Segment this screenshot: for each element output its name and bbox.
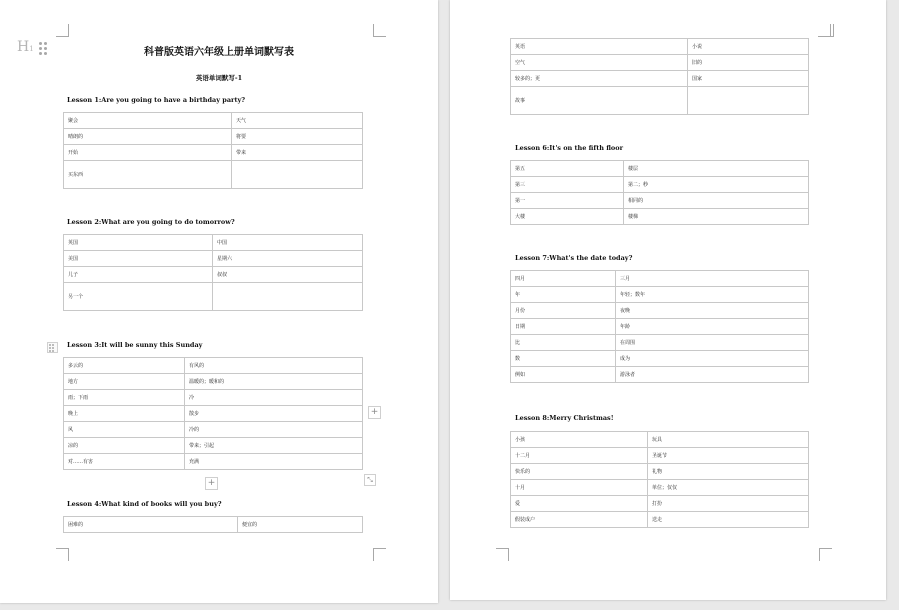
crop-mark <box>496 548 509 561</box>
vocab-table <box>510 160 809 225</box>
table-cell[interactable]: 夜晚 <box>616 303 809 319</box>
vocab-table <box>63 357 363 470</box>
table-row <box>64 129 363 145</box>
table-cell[interactable]: 叔叔 <box>213 267 363 283</box>
table-cell[interactable]: 第一 <box>511 193 624 209</box>
table-row <box>511 480 809 496</box>
table-cell[interactable]: 假装成户 <box>511 512 648 528</box>
crop-mark <box>819 548 832 561</box>
table-cell[interactable]: 爱 <box>511 496 648 512</box>
table-row <box>64 454 363 470</box>
table-cell[interactable]: 凉的 <box>64 438 185 454</box>
table-row <box>511 432 809 448</box>
table-cell[interactable]: 另一个 <box>64 283 213 311</box>
heading-style-letter: H <box>17 39 30 55</box>
table-cell[interactable]: 国家 <box>688 71 809 87</box>
table-cell[interactable]: 中国 <box>213 235 363 251</box>
drag-handle-icon <box>49 344 54 352</box>
table-row <box>511 287 809 303</box>
table-cell[interactable]: 成为 <box>616 351 809 367</box>
table-cell[interactable]: 第二；秒 <box>624 177 809 193</box>
table-cell[interactable]: 带来；引起 <box>185 438 363 454</box>
table-cell[interactable]: 大楼 <box>511 209 624 225</box>
table-row <box>64 283 363 311</box>
table-cell[interactable]: 日期 <box>511 319 616 335</box>
table-cell[interactable] <box>232 161 363 189</box>
table-cell[interactable]: 打扮 <box>648 496 809 512</box>
table-row <box>511 512 809 528</box>
lesson-heading: Lesson 3:It will be sunny this Sunday <box>67 341 203 349</box>
add-column-button[interactable]: + <box>368 406 381 419</box>
lesson-heading: Lesson 1:Are you going to have a birthday party? <box>67 96 246 104</box>
table-row <box>511 335 809 351</box>
table-cell[interactable]: 儿子 <box>64 267 213 283</box>
table-row <box>511 193 809 209</box>
vocab-table <box>510 270 809 383</box>
page-right <box>450 0 886 600</box>
table-cell[interactable]: 困难的 <box>64 517 238 533</box>
crop-mark <box>373 24 386 37</box>
table-cell[interactable]: 年龄 <box>616 319 809 335</box>
table-cell[interactable]: 散步 <box>185 406 363 422</box>
lesson-heading: Lesson 7:What's the date today? <box>515 254 633 262</box>
table-cell[interactable]: 小孩 <box>511 432 648 448</box>
table-cell[interactable]: 美国 <box>64 251 213 267</box>
table-cell[interactable]: 楼梯 <box>624 209 809 225</box>
table-cell[interactable]: 年轻；数年 <box>616 287 809 303</box>
table-row <box>511 351 809 367</box>
table-cell[interactable]: 英国 <box>64 235 213 251</box>
table-cell[interactable]: 雨；下雨 <box>64 390 185 406</box>
table-row <box>511 209 809 225</box>
page-left <box>0 0 438 603</box>
table-cell[interactable]: 第三 <box>511 177 624 193</box>
table-row <box>64 113 363 129</box>
table-resize-handle[interactable]: ⤡ <box>364 474 376 486</box>
table-row <box>64 374 363 390</box>
table-row <box>64 267 363 283</box>
table-row <box>511 464 809 480</box>
vocab-table <box>510 38 809 115</box>
table-row <box>511 319 809 335</box>
table-row <box>511 55 809 71</box>
table-row <box>511 496 809 512</box>
vocab-table <box>63 112 363 189</box>
table-row <box>64 422 363 438</box>
table-row <box>64 438 363 454</box>
table-row <box>64 161 363 189</box>
table-cell[interactable]: 有风的 <box>185 358 363 374</box>
table-cell[interactable]: 游泳者 <box>616 367 809 383</box>
table-row <box>511 367 809 383</box>
table-cell[interactable]: 在周围 <box>616 335 809 351</box>
table-cell[interactable]: 晴朗的 <box>64 129 232 145</box>
table-row <box>64 235 363 251</box>
table-cell[interactable]: 温暖的；暖和的 <box>185 374 363 390</box>
table-row <box>64 251 363 267</box>
table-cell[interactable]: 晚上 <box>64 406 185 422</box>
table-cell[interactable]: 玩具 <box>648 432 809 448</box>
table-row <box>511 71 809 87</box>
table-cell[interactable]: 将要 <box>232 129 363 145</box>
table-cell[interactable]: 冷的 <box>185 422 363 438</box>
crop-mark <box>56 24 69 37</box>
table-row <box>511 177 809 193</box>
table-cell[interactable]: 天气 <box>232 113 363 129</box>
table-row <box>511 303 809 319</box>
crop-mark <box>818 24 831 37</box>
table-cell[interactable]: 小说 <box>688 39 809 55</box>
table-cell[interactable] <box>213 283 363 311</box>
table-cell[interactable]: 快乐的 <box>511 464 648 480</box>
table-cell[interactable]: 冷 <box>185 390 363 406</box>
table-cell[interactable]: 月份 <box>511 303 616 319</box>
document-title: 科普版英语六年级上册单词默写表 <box>144 47 294 58</box>
table-cell[interactable]: 十月 <box>511 480 648 496</box>
table-cell[interactable]: 英语 <box>511 39 688 55</box>
lesson-heading: Lesson 6:It's on the fifth floor <box>515 144 624 152</box>
table-cell[interactable]: 多云的 <box>64 358 185 374</box>
table-cell[interactable]: 星期六 <box>213 251 363 267</box>
table-row <box>511 39 809 55</box>
vocab-table <box>510 431 809 528</box>
table-row <box>64 145 363 161</box>
document-subtitle: 英语单词默写-1 <box>195 74 243 82</box>
crop-mark <box>373 548 386 561</box>
table-cell[interactable]: 十二月 <box>511 448 648 464</box>
table-cell[interactable]: 三月 <box>616 271 809 287</box>
table-cell[interactable]: 旧的 <box>688 55 809 71</box>
table-row <box>64 358 363 374</box>
table-cell[interactable]: 送走 <box>648 512 809 528</box>
crop-mark <box>56 548 69 561</box>
vocab-table <box>63 516 363 533</box>
table-cell[interactable]: 开始 <box>64 145 232 161</box>
table-cell[interactable]: 相同的 <box>624 193 809 209</box>
table-move-handle[interactable] <box>47 342 58 353</box>
table-cell[interactable]: 单位；仅仅 <box>648 480 809 496</box>
heading-style-level: 1 <box>29 45 34 53</box>
table-cell[interactable]: 第五 <box>511 161 624 177</box>
table-cell[interactable] <box>688 87 809 115</box>
table-cell[interactable]: 较多的；更 <box>511 71 688 87</box>
table-cell[interactable]: 对……有害 <box>64 454 185 470</box>
table-row <box>64 406 363 422</box>
table-cell[interactable]: 比 <box>511 335 616 351</box>
table-cell[interactable]: 例如 <box>511 367 616 383</box>
table-cell[interactable]: 故事 <box>511 87 688 115</box>
lesson-heading: Lesson 8:Merry Christmas! <box>515 414 614 422</box>
vocab-table <box>63 234 363 311</box>
table-cell[interactable]: 带来 <box>232 145 363 161</box>
table-cell[interactable]: 买东西 <box>64 161 232 189</box>
table-cell[interactable]: 风 <box>64 422 185 438</box>
table-cell[interactable]: 充满 <box>185 454 363 470</box>
table-cell[interactable]: 数 <box>511 351 616 367</box>
lesson-heading: Lesson 4:What kind of books will you buy? <box>67 500 222 508</box>
table-row <box>511 87 809 115</box>
table-row <box>511 448 809 464</box>
add-row-button[interactable]: + <box>205 477 218 490</box>
table-cell[interactable]: 四月 <box>511 271 616 287</box>
table-row <box>64 517 363 533</box>
table-cell[interactable]: 便宜的 <box>238 517 363 533</box>
table-cell[interactable]: 圣诞节 <box>648 448 809 464</box>
table-cell[interactable]: 礼物 <box>648 464 809 480</box>
table-cell[interactable]: 聚会 <box>64 113 232 129</box>
table-cell[interactable]: 年 <box>511 287 616 303</box>
table-row <box>511 161 809 177</box>
table-row <box>64 390 363 406</box>
lesson-heading: Lesson 2:What are you going to do tomorrow? <box>67 218 235 226</box>
table-cell[interactable]: 地方 <box>64 374 185 390</box>
table-cell[interactable]: 楼层 <box>624 161 809 177</box>
table-row <box>511 271 809 287</box>
table-cell[interactable]: 空气 <box>511 55 688 71</box>
